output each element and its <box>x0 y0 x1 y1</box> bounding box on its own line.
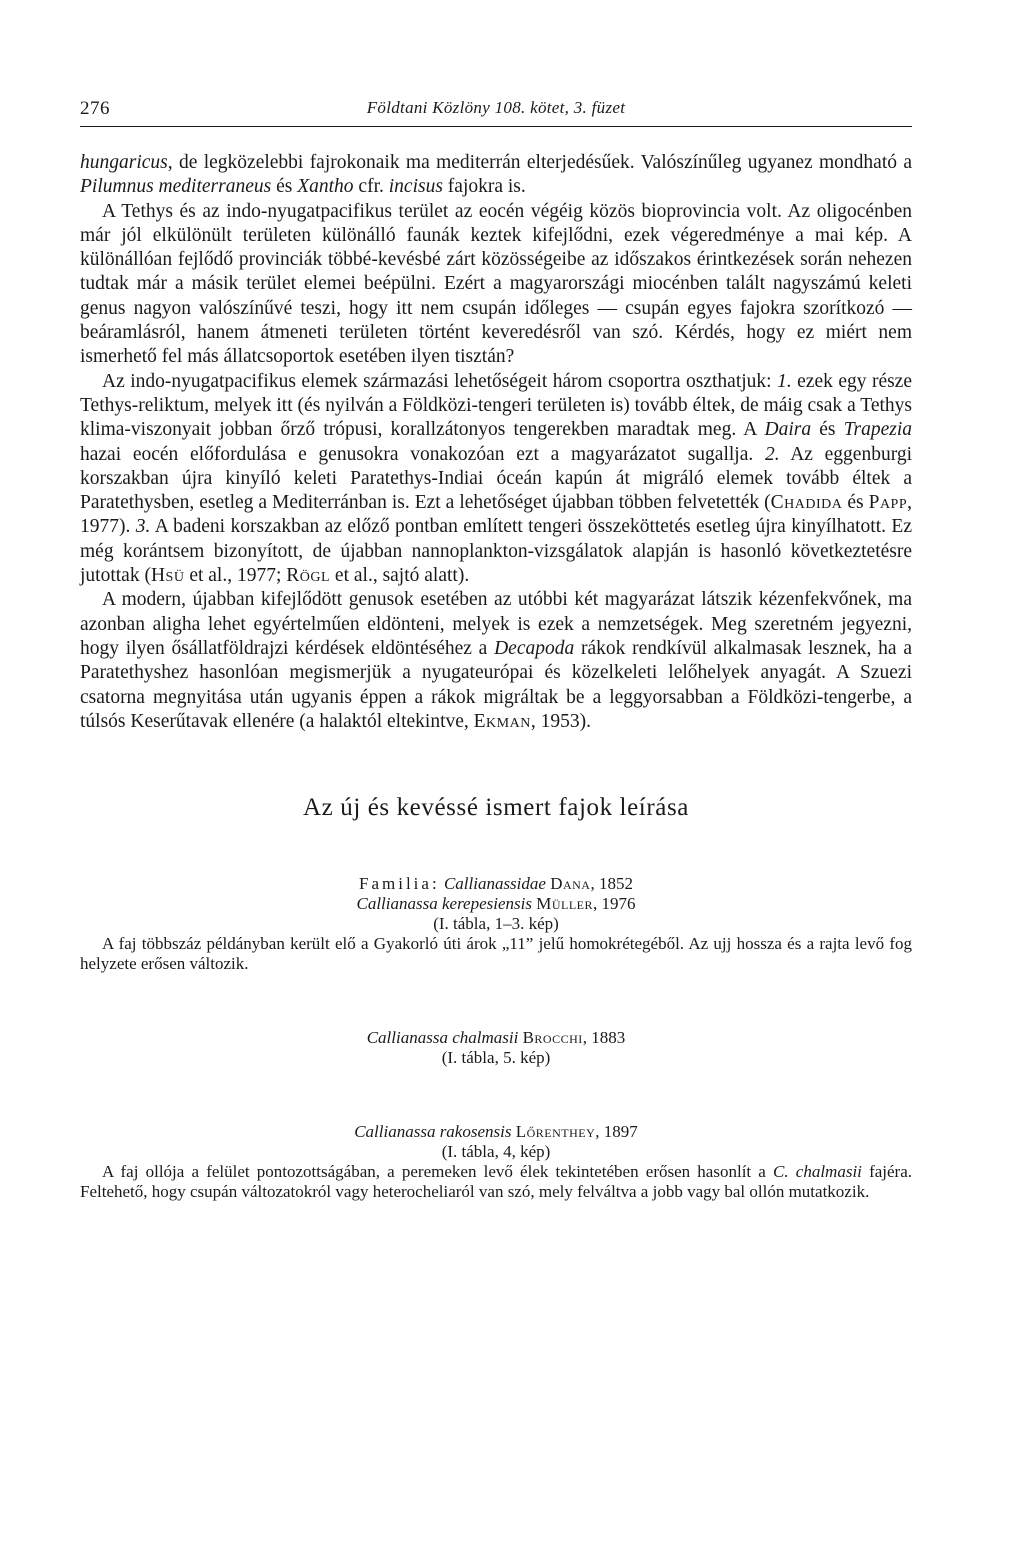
text-run: fajéra. Feltehető, hogy csupán változatokról vagy heterocheliaról van szó, mely felváltva a jobb vagy bal ollón mutatkozik. <box>80 1162 913 1202</box>
text-run: ezek egy része Tethys-reliktum, melyek itt (és nyilván a Földközi-tengeri területen is) tovább éltek, de máig csak a Tethys klima-viszonyait jobban őrző trópusi, korallzátonyos tengerekben maradtak meg. A <box>80 370 912 441</box>
species-line <box>80 894 912 914</box>
plate-reference: (I. tábla, 4, kép) <box>441 1142 551 1162</box>
text-run: hazai eocén előfordulása e genusokra vonakozóan ezt a magyarázatot sugallja. <box>80 443 765 465</box>
text-run: et al., 1977; <box>184 565 287 587</box>
text-run: és <box>842 492 869 514</box>
paragraph-4 <box>80 588 912 734</box>
taxon-name: Xantho <box>297 176 354 198</box>
species-entry-kerepesiensis <box>80 874 912 974</box>
text-run: , 1953). <box>530 710 591 732</box>
paragraph-1 <box>80 151 912 200</box>
text-run: és <box>811 419 844 441</box>
taxon-name: hungaricus <box>80 152 168 173</box>
list-number: 3. <box>135 516 151 538</box>
author-name: Ekman <box>473 710 531 732</box>
paragraph-2: A Tethys és az indo-nyugatpacifikus terület az eocén végéig közös bioprovincia volt. Az oligocénben már jól elkülönült területen különálló faunák keztek kifejlődni, ezek végeredménye a mai kép. A különállóan fejlődő provinciák többé-kevésbé zárt közösségeibe az időszakos érintkezések során nehezen tudtak már a másik terület elemei beépülni. Ezért a magyarországi miocénben talált nagyszámú keleti genus nagyon valószínűvé teszi, hogy itt nem csupán időleges — csupán egyes fajokra szorítkozó — beáramlásról, hanem átmeneti területen történt keveredésről van szó. Kérdés, hogy ez miért nem ismerhető fel más állatcsoportok esetében ilyen tisztán? <box>80 200 912 368</box>
text-run: Az eggenburgi korszakban újra kinyíló keleti Paratethys-Indiai óceán kapún át migráló elemek tovább éltek a Paratethysben, esetleg a Mediterránban is. Ezt a lehetőséget újabban többen felvetették ( <box>80 443 912 514</box>
text-run: A badeni korszakban az előző pontban említett tengeri összeköttetés esetleg újra kinyílhatott. Ez még korántsem bizonyított, de újabban nannoplankton-vizsgálatok alapján is hasonló következtetésre jutottak ( <box>80 516 912 587</box>
page-header <box>80 96 912 127</box>
text-run: és <box>271 176 298 198</box>
species-name: Callianassa chalmasii <box>366 1028 519 1048</box>
author-name: Lőrenthey <box>515 1122 596 1142</box>
taxon-name: incisus <box>388 176 443 198</box>
running-title: Földtani Közlöny 108. kötet, 3. füzet <box>366 98 626 117</box>
text-run: A modern, újabban kifejlődött genusok esetében az utóbbi két magyarázat látszik kézenfekvőnek, ma azonban aligha lehet egyértelműen eldönteni, melyek is ezek a nemzetségek. Meg szeretném jegyezni, hogy ilyen ősállatföldrajzi kérdések eldöntéséhez a <box>80 589 912 659</box>
year: , 1897 <box>595 1122 638 1142</box>
species-name: Callianassa rakosensis <box>354 1122 512 1142</box>
species-description: A faj többszáz példányban került elő a Gyakorló úti árok „11” jelű homokrétegéből. Az ujj hossza és a rajta levő fog helyzete erősen változik. <box>80 934 912 974</box>
author-name: Hsü <box>150 565 185 587</box>
author-name: Rögl <box>286 565 331 587</box>
author-name: Chadida <box>770 492 843 514</box>
species-name: C. chalmasii <box>773 1162 862 1182</box>
text-run: fajokra is. <box>442 176 526 198</box>
text-run: rákok rendkívül alkalmasak lesznek, ha a Paratethyshez hasonlóan megismerjük a nyugateurópai és közelkeleti lelőhelyek anyagát. A Szuezi csatorna megnyitása után ugyanis éppen a rákok migráltak be a leggyorsabban a Földközi-tengerbe, a túlsós Keserűtavak ellenére (a halaktól eltekintve, <box>80 637 912 732</box>
author-name: Papp <box>868 492 908 514</box>
text-run: et al., sajtó alatt). <box>330 565 470 587</box>
year: , 1852 <box>590 874 633 894</box>
text-run: , 1977). <box>80 492 912 538</box>
year: , 1976 <box>593 894 636 914</box>
author-name: Müller <box>536 894 594 914</box>
paragraph-3 <box>80 370 912 589</box>
plate-reference: (I. tábla, 5. kép) <box>441 1048 551 1068</box>
author-name: Brocchi <box>522 1028 583 1048</box>
familia-label: Familia: <box>359 874 440 894</box>
taxon-name: Daira <box>764 419 812 441</box>
taxon-name: Pilumnus mediterraneus <box>80 176 272 198</box>
plate-reference: (I. tábla, 1–3. kép) <box>433 914 559 934</box>
list-number: 2. <box>764 443 780 465</box>
species-entry-rakosensis <box>80 1122 912 1202</box>
text-run: Az indo-nyugatpacifikus elemek származási lehetőségeit három csoportra oszthatjuk: <box>102 370 778 392</box>
year: , 1883 <box>582 1028 626 1048</box>
list-number: 1. <box>777 370 792 392</box>
document-page <box>80 96 912 1202</box>
text-run: cfr. <box>353 176 389 198</box>
species-description <box>80 1162 912 1202</box>
familia-line <box>80 874 912 894</box>
body-text <box>80 151 912 734</box>
text-run: , de legközelebbi fajrokonaik ma mediterrán elterjedésűek. Valószínűleg ugyanez mondható a <box>167 152 912 173</box>
taxon-name: Decapoda <box>494 637 575 659</box>
family-name: Callianassidae <box>443 874 546 894</box>
section-heading: Az új és kevéssé ismert fajok leírása <box>303 794 689 822</box>
species-name: Callianassa kerepesiensis <box>356 894 532 914</box>
species-line <box>80 1028 912 1048</box>
species-entry-chalmasii <box>80 1028 912 1068</box>
taxon-name: Trapezia <box>843 419 912 441</box>
author-name: Dana <box>550 874 591 894</box>
species-line <box>80 1122 912 1142</box>
page-number: 276 <box>80 98 110 119</box>
text-run: A faj ollója a felület pontozottságában, a peremeken levő élek tekintetében erősen hasonlít a <box>102 1162 774 1182</box>
